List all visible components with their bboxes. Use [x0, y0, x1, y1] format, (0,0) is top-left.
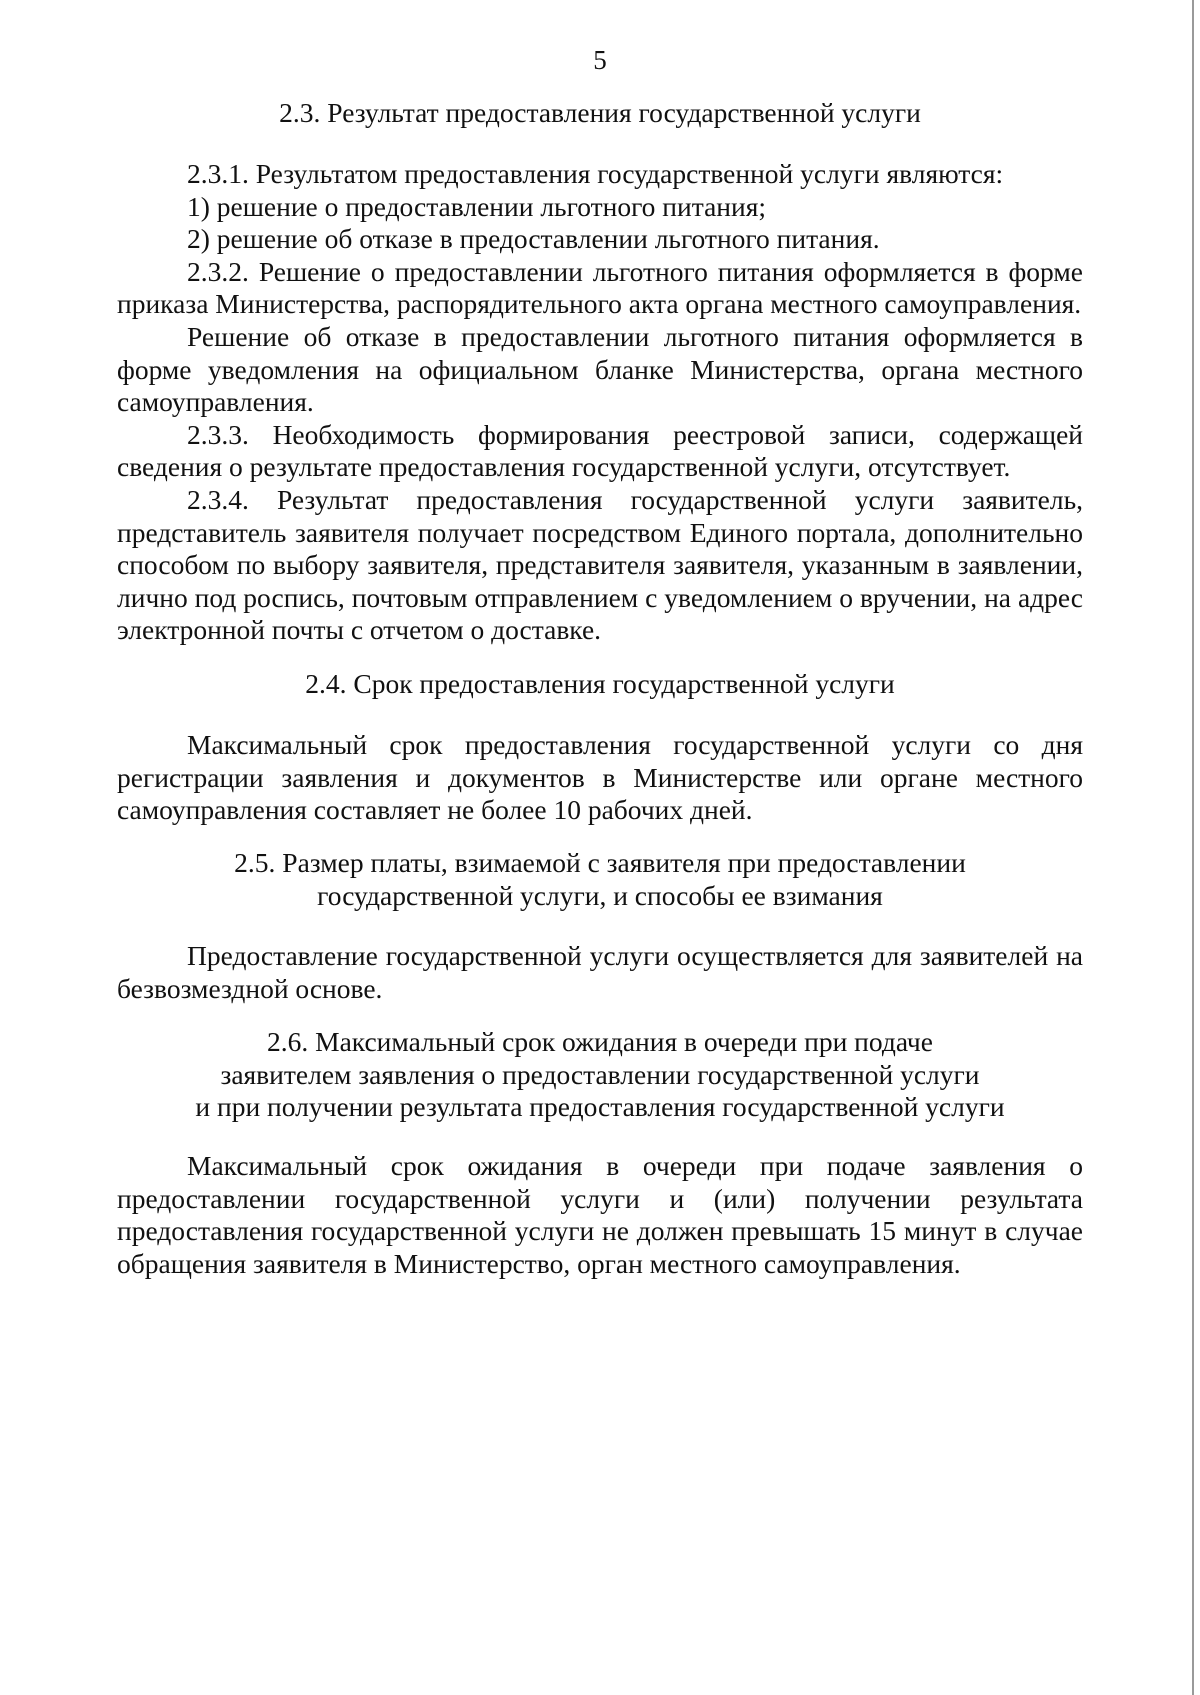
list-item-2: 2) решение об отказе в предоставлении льготного питания. — [187, 223, 880, 255]
page-edge-line — [1192, 0, 1194, 1695]
section-2-6-heading-line-2: заявителем заявления о предоставлении государственной услуги — [220, 1058, 980, 1090]
paragraph-2-6: Максимальный срок ожидания в очереди при подаче заявления о предоставлении государственной услуги и (или) получении результата предоставления государственной услуги не должен превышать 15 минут в случае обращения заявителя в Министерство, орган местного самоуправления. — [117, 1150, 1083, 1279]
paragraph-2-5: Предоставление государственной услуги осуществляется для заявителей на безвозмездной основе. — [117, 940, 1083, 1004]
paragraph-2-3-3: 2.3.3. Необходимость формирования реестровой записи, содержащей сведения о результате предоставления государственной услуги, отсутствует. — [117, 418, 1083, 483]
paragraph-2-3-2: 2.3.2. Решение о предоставлении льготного питания оформляется в форме приказа Министерства, распорядительного акта органа местного самоуправления. — [117, 255, 1083, 320]
section-2-5-body — [117, 940, 1083, 1005]
section-2-3-body — [117, 158, 1083, 647]
section-2-6-heading-line-1: 2.6. Максимальный срок ожидания в очереди при подаче — [267, 1026, 933, 1057]
section-2-4-heading: 2.4. Срок предоставления государственной услуги — [305, 668, 895, 699]
section-2-5 — [117, 847, 1083, 912]
section-2-5-heading-line-1: 2.5. Размер платы, взимаемой с заявителя при предоставлении — [234, 847, 966, 878]
paragraph-refusal-decision: Решение об отказе в предоставлении льготного питания оформляется в форме уведомления на официальном бланке Министерства, органа местного самоуправления. — [117, 320, 1083, 418]
section-2-6-body — [117, 1150, 1083, 1280]
section-2-4 — [117, 668, 1083, 701]
section-2-6 — [117, 1026, 1083, 1124]
paragraph-2-3-1: 2.3.1. Результатом предоставления государственной услуги являются: — [187, 158, 1004, 189]
paragraph-2-3-4: 2.3.4. Результат предоставления государственной услуги заявитель, представитель заявителя получает посредством Единого портала, дополнительно способом по выбору заявителя, представителя заявителя, указанным в заявлении, лично под роспись, почтовым отправлением с уведомлением о вручении, на адрес электронной почты с отчетом о доставке. — [117, 483, 1083, 646]
section-2-3 — [117, 97, 1083, 130]
section-2-5-heading-line-2: государственной услуги, и способы ее взимания — [317, 879, 883, 911]
page-number: 5 — [593, 45, 607, 75]
paragraph-2-4: Максимальный срок предоставления государственной услуги со дня регистрации заявления и документов в Министерстве или органе местного самоуправления составляет не более 10 рабочих дней. — [117, 729, 1083, 826]
list-item-1: 1) решение о предоставлении льготного питания; — [187, 190, 767, 222]
section-2-6-heading-line-3: и при получении результата предоставления государственной услуги — [195, 1091, 1005, 1123]
section-2-3-heading: 2.3. Результат предоставления государственной услуги — [279, 97, 921, 128]
section-2-4-body — [117, 729, 1083, 827]
